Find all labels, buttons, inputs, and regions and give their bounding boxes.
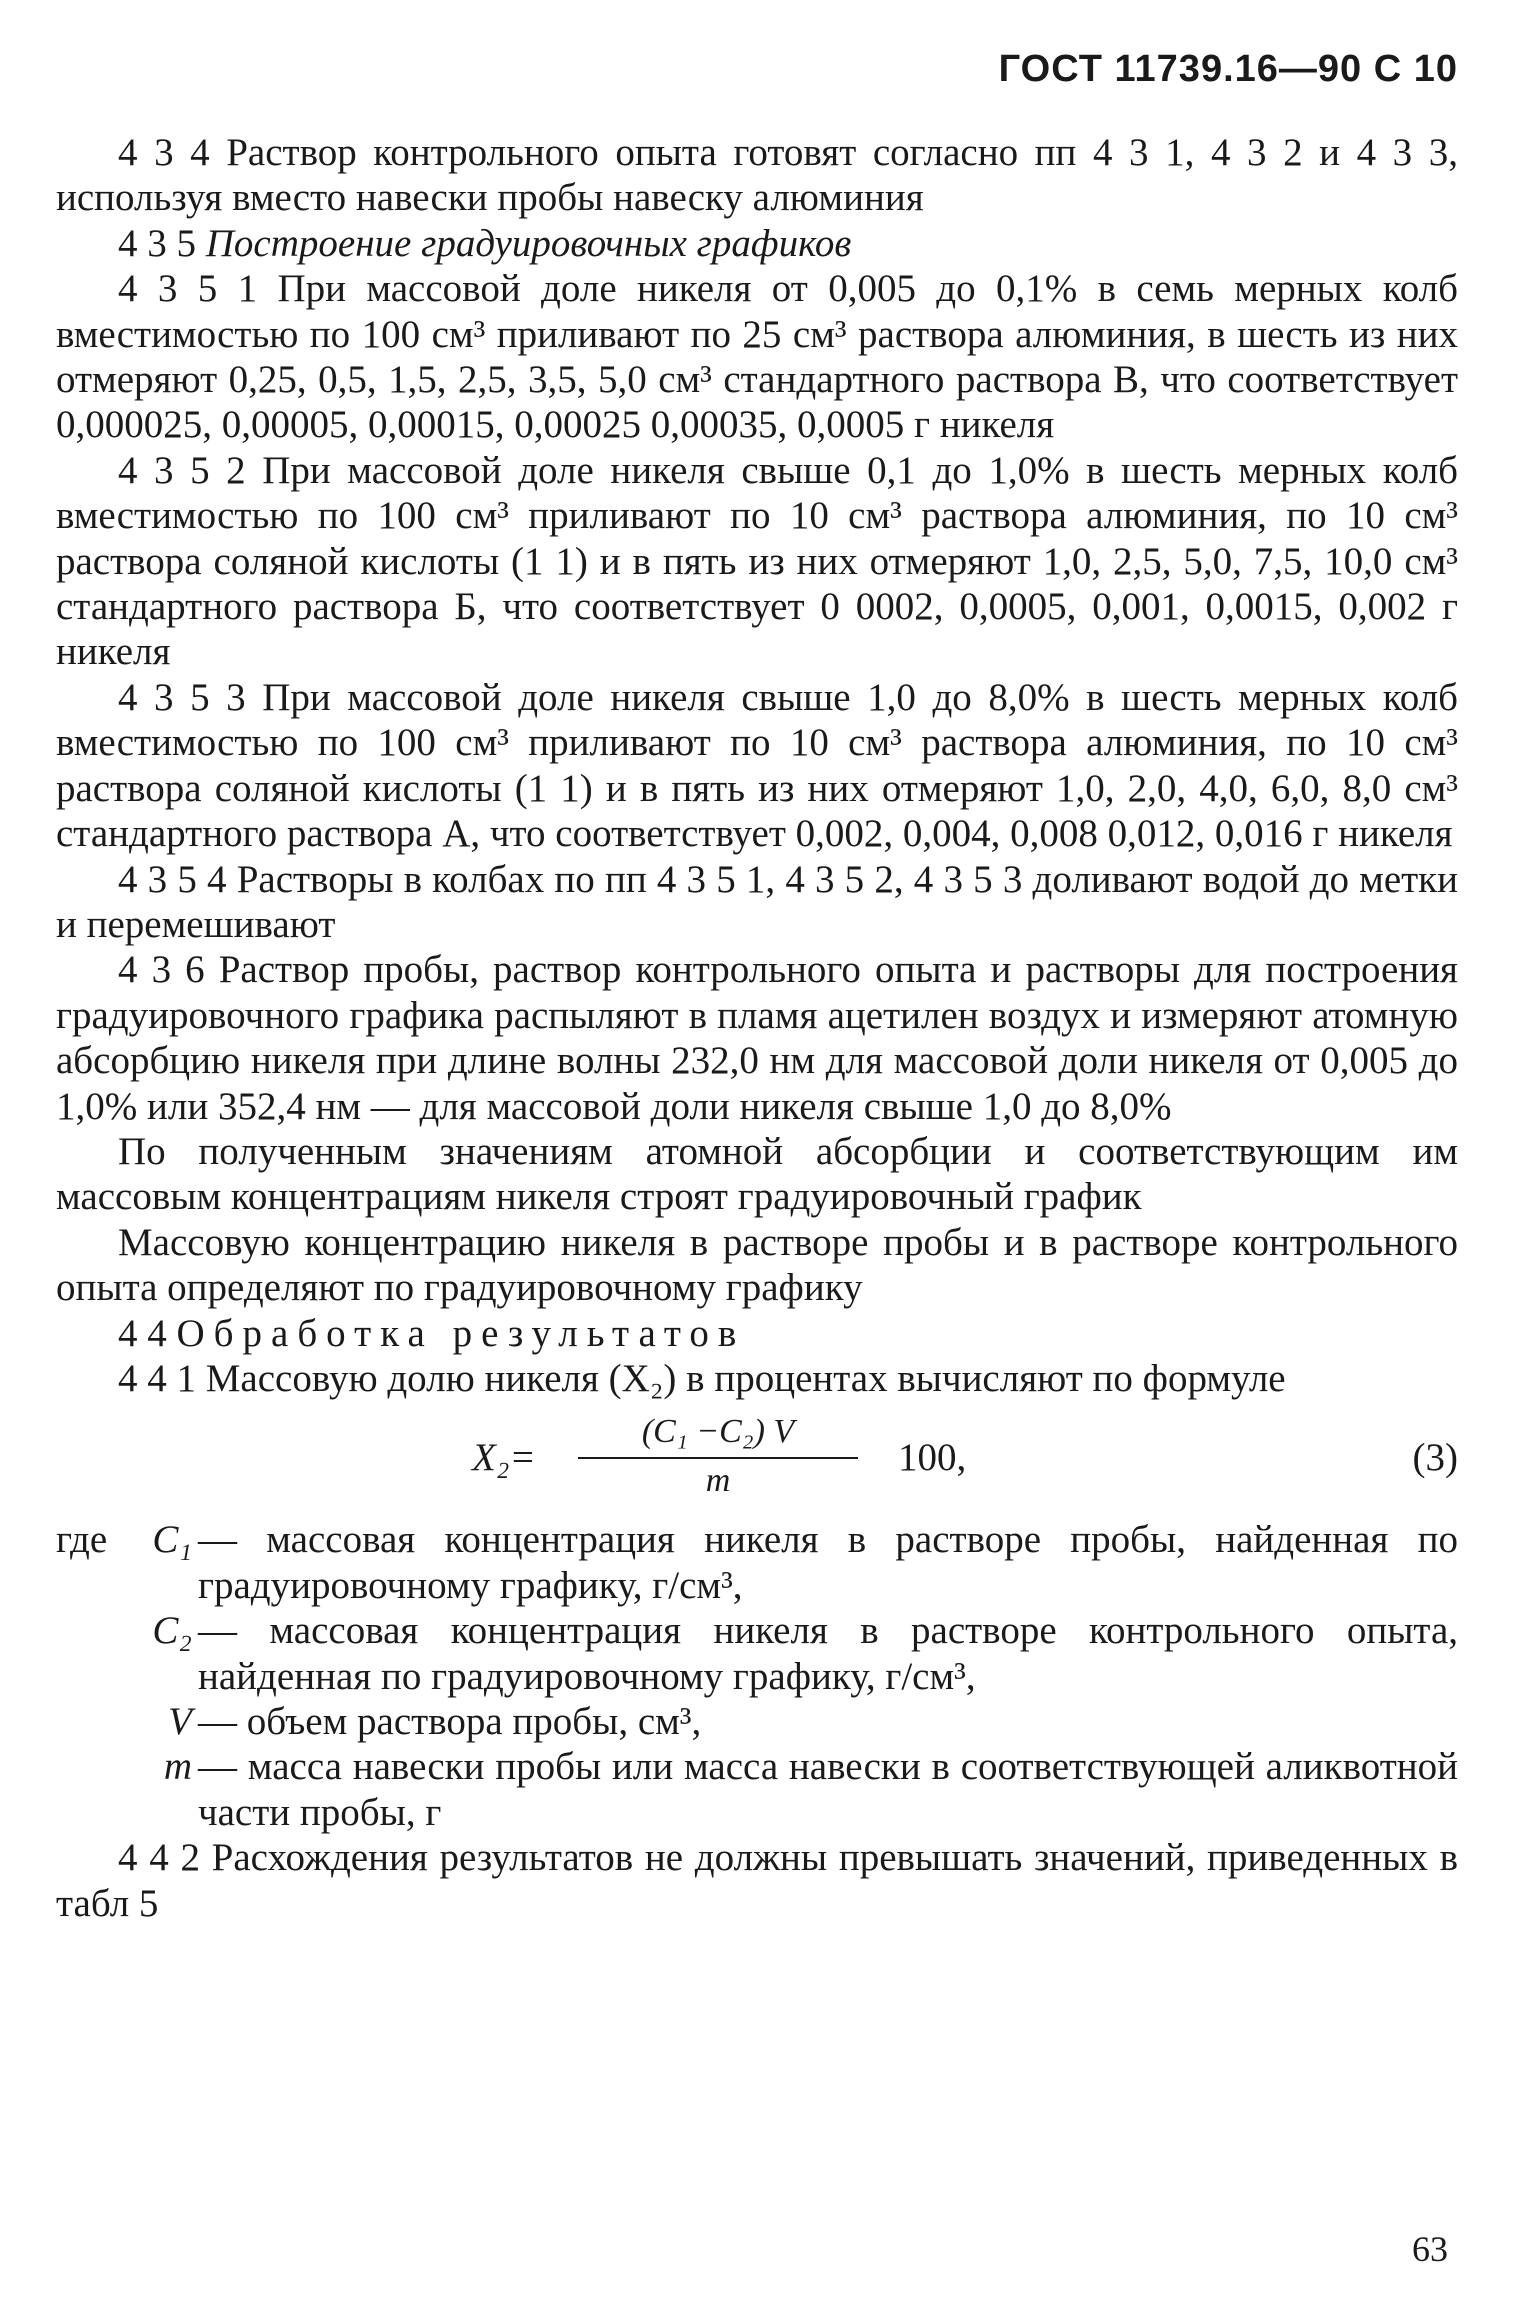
paragraph-concentration: Массовую концентрацию никеля в растворе пробы и в растворе контрольного опыта определяют по градуировочному графику: [56, 1220, 1458, 1310]
definition-symbol: m: [163, 1745, 192, 1789]
paragraph-4-4-1: 4 4 1 Массовую долю никеля (X₂) в процентах вычисляют по формуле: [118, 1356, 1286, 1400]
definition-text: — массовая концентрация никеля в растворе контрольного опыта, найденная по градуировочному графику, г/см³,: [198, 1609, 1458, 1698]
definition-symbol: C₁: [152, 1518, 192, 1562]
page-header: ГОСТ 11739.16—90 С 10: [998, 48, 1458, 90]
definition-row: [56, 1608, 1458, 1699]
paragraph-4-3-4: 4 3 4 Раствор контрольного опыта готовят согласно пп 4 3 1, 4 3 2 и 4 3 3, используя вместо навески пробы навеску алюминия: [56, 131, 1458, 220]
paragraph-4-3-5-4: 4 3 5 4 Растворы в колбах по пп 4 3 5 1, 4 3 5 2, 4 3 5 3 доливают водой до метки и перемешивают: [56, 857, 1458, 946]
formula-number: (3): [1412, 1436, 1458, 1480]
paragraph-4-4-2: 4 4 2 Расхождения результатов не должны превышать значений, приведенных в табл 5: [56, 1836, 1458, 1925]
page-number: 63: [1412, 2229, 1448, 2269]
formula-lhs: X₂=: [472, 1436, 536, 1480]
formula-numerator: (C₁ −C₂) V: [578, 1407, 858, 1459]
definition-symbol: C₂: [152, 1609, 192, 1653]
formula-fraction: [578, 1407, 858, 1503]
definition-text: — массовая концентрация никеля в растворе пробы, найденная по градуировочному графику, г/см³,: [198, 1518, 1458, 1607]
formula-3: [56, 1407, 1458, 1517]
section-4-4-number: 4 4: [118, 1311, 167, 1355]
paragraph-4-3-5-3: 4 3 5 3 При массовой доле никеля свыше 1,0 до 8,0% в шесть мерных колб вместимостью по 100 см³ приливают по 10 см³ раствора алюминия, по 10 см³ раствора соляной кислоты (1 1) и в пять из них отмеряют 1,0, 2,0, 4,0, 6,0, 8,0 см³ стандартного раствора А, что соответствует 0,002, 0,004, 0,008 0,012, 0,016 г никеля: [56, 675, 1458, 856]
paragraph-graph: По полученным значениям атомной абсорбции и соответствующим им массовым концентрациям никеля строят градуировочный график: [56, 1129, 1458, 1219]
definition-row: [56, 1699, 1458, 1744]
variable-definitions: [56, 1517, 1458, 1835]
where-label: где: [56, 1518, 108, 1562]
section-4-4: [56, 1311, 1458, 1356]
paragraph-4-3-5-2: 4 3 5 2 При массовой доле никеля свыше 0,1 до 1,0% в шесть мерных колб вместимостью по 100 см³ приливают по 10 см³ раствора алюминия, по 10 см³ раствора соляной кислоты (1 1) и в пять из них отмеряют 1,0, 2,5, 5,0, 7,5, 10,0 см³ стандартного раствора Б, что соответствует 0 0002, 0,0005, 0,001, 0,0015, 0,002 г никеля: [56, 448, 1458, 674]
section-4-3-5-number: 4 3 5: [118, 221, 196, 265]
formula-denominator: m: [705, 1462, 731, 1500]
section-4-4-title: Обработка результатов: [176, 1311, 746, 1355]
paragraph-4-3-6: 4 3 6 Раствор пробы, раствор контрольного опыта и растворы для построения градуировочного графика распыляют в пламя ацетилен воздух и измеряют атомную абсорбцию никеля при длине волны 232,0 нм для массовой доли никеля от 0,005 до 1,0% или 352,4 нм — для массовой доли никеля свыше 1,0 до 8,0%: [56, 948, 1458, 1128]
definition-symbol: V: [168, 1700, 192, 1743]
definition-text: — объем раствора пробы, см³,: [198, 1700, 702, 1743]
paragraph-4-3-5-1: 4 3 5 1 При массовой доле никеля от 0,005 до 0,1% в семь мерных колб вместимостью по 100 см³ приливают по 25 см³ раствора алюминия, в шесть из них отмеряют 0,25, 0,5, 1,5, 2,5, 3,5, 5,0 см³ стандартного раствора В, что соответствует 0,000025, 0,00005, 0,00015, 0,00025 0,00035, 0,0005 г никеля: [56, 267, 1458, 447]
definition-text: — масса навески пробы или масса навески в соответствующей аликвотной части пробы, г: [198, 1745, 1458, 1834]
document-body: [56, 130, 1458, 1926]
section-4-3-5-title: Построение градуировочных графиков: [205, 221, 852, 265]
formula-multiplier: 100,: [898, 1436, 967, 1480]
section-4-3-5: [56, 221, 1458, 266]
definition-row: [56, 1744, 1458, 1835]
definition-row: [56, 1517, 1458, 1608]
